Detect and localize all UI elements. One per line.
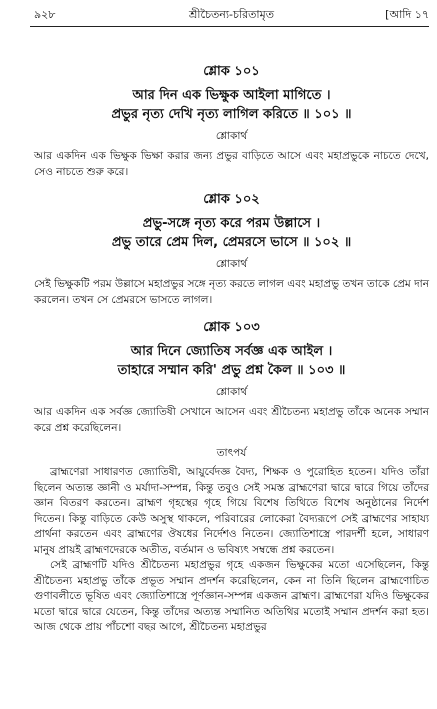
page-number: ৯২৮	[34, 8, 56, 21]
verse-line: প্রভু-সঙ্গে নৃত্য করে পরম উল্লাসে ।	[142, 216, 321, 231]
verse-line: প্রভু তারে প্রেম দিল, প্রেমরসে ভাসে ॥ ১০২ ॥	[111, 235, 352, 250]
verse-line: তাহারে সম্মান করি' প্রভু প্রশ্ন কৈল ॥ ১০৩ ॥	[117, 363, 346, 378]
verse-block	[34, 62, 429, 180]
translation-label: শ্লোকার্থ	[215, 386, 248, 398]
translation-text: আর একদিন এক সর্বজ্ঞ জ্যোতিষী সেখানে আসেন এবং শ্রীচৈতন্য মহাপ্রভু তাঁকে অনেক সম্মান করে প্রশ্ন করেছিলেন।	[34, 406, 429, 434]
section-marker: [আদি ১৭	[385, 8, 429, 21]
verse-block	[34, 190, 429, 308]
translation-label: শ্লোকার্থ	[215, 130, 248, 142]
purport-paragraph: ব্রাহ্মণেরা সাধারণত জ্যোতিষী, আয়ুর্বেদজ্ঞ বৈদ্য, শিক্ষক ও পুরোহিত হতেন। যদিও তাঁরা ছিলেন অত্যন্ত জ্ঞানী ও মর্যাদা-সম্পন্ন, কিন্তু তবুও সেই সমস্ত ব্রাহ্মণেরা দ্বারে দ্বারে গিয়ে তাঁদের জ্ঞান বিতরণ করতেন। ব্রাহ্মণ গৃহস্থের গৃহে গিয়ে বিশেষ তিথিতে বিশেষ অনুষ্ঠানের নির্দেশ দিতেন। কিন্তু বাড়িতে কেউ অসুস্থ থাকলে, পরিবারের লোকেরা বৈদ্যরূপে সেই ব্রাহ্মণের সাহায্য প্রার্থনা করতেন এবং ব্রাহ্মণের ঔষধের নির্দেশও নিতেন। জ্যোতিশাস্ত্রে পারদর্শী হলে, সাধারণ মানুষ প্রায়ই ব্রাহ্মণদেরকে অতীত, বর্তমান ও ভবিষ্যৎ সম্বন্ধে প্রশ্ন করতেন।	[34, 466, 429, 556]
purport-paragraph: সেই ব্রাহ্মণটি যদিও শ্রীচৈতন্য মহাপ্রভুর গৃহে একজন ভিক্ষুকের মতো এসেছিলেন, কিন্তু শ্রীচৈতন্য মহাপ্রভু তাঁকে প্রভূত সম্মান প্রদর্শন করেছিলেন, কেন না তিনি ছিলেন ব্রাহ্মণোচিত গুণাবলীতে ভূষিত এবং জ্যোতিশাস্ত্রে পূর্ণজ্ঞান-সম্পন্ন একজন ব্রাহ্মণ। ব্রাহ্মণেরা যদিও ভিক্ষুকের মতো দ্বারে দ্বারে যেতেন, কিন্তু তাঁদের অত্যন্ত সম্মানিত অতিথির মতোই সম্মান প্রদর্শন করা হত। আজ থেকে প্রায় পাঁচশো বছর আগে, শ্রীচৈতন্য মহাপ্রভুর	[34, 559, 429, 633]
page-header	[34, 2, 429, 22]
translation-text: সেই ভিক্ষুকটি পরম উল্লাসে মহাপ্রভুর সঙ্গে নৃত্য করতে লাগল এবং মহাপ্রভু তখন তাকে প্রেম দান করলেন। তখন সে প্রেমরসে ভাসতে লাগল।	[34, 278, 429, 306]
page-content	[34, 62, 429, 636]
verse-number: শ্লোক ১০১	[203, 64, 260, 79]
translation-label: শ্লোকার্থ	[215, 258, 248, 270]
verse-number: শ্লোক ১০২	[203, 192, 260, 207]
running-title: শ্রীচৈতন্য-চরিতামৃত	[189, 8, 274, 21]
translation-text: আর একদিন এক ভিক্ষুক ভিক্ষা করার জন্য প্রভুর বাড়িতে আসে এবং মহাপ্রভুকে নাচতে দেখে, সেও নাচতে শুরু করে।	[34, 150, 429, 178]
purport-label: তাৎপর্য	[216, 447, 247, 459]
verse-number: শ্লোক ১০৩	[203, 320, 260, 335]
purport-block	[34, 446, 429, 636]
verse-line: আর দিন এক ভিক্ষুক আইলা মাগিতে ।	[132, 88, 331, 103]
verse-line: আর দিনে জ্যোতিষ সর্বজ্ঞ এক আইল ।	[130, 344, 333, 359]
verse-line: প্রভুর নৃত্য দেখি নৃত্য লাগিল করিতে ॥ ১০১ ॥	[111, 107, 352, 122]
verse-block	[34, 318, 429, 436]
header-rule	[30, 26, 429, 27]
